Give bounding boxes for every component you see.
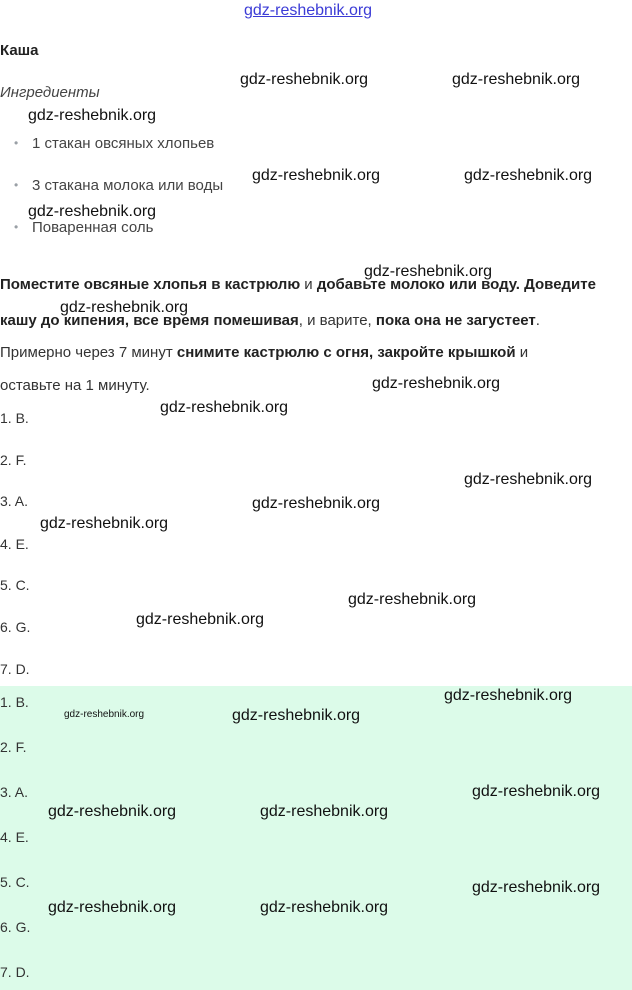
answer-item: 6. G. — [0, 619, 31, 635]
answer-item-highlighted: 4. E. — [0, 829, 29, 845]
answer-item-highlighted: 6. G. — [0, 919, 31, 935]
watermark: gdz-reshebnik.org — [160, 399, 289, 416]
watermark: gdz-reshebnik.org — [232, 707, 361, 724]
watermark: gdz-reshebnik.org — [472, 783, 601, 800]
instruction-bold: кашу до кипения, все время помешивая — [0, 312, 299, 329]
watermark: gdz-reshebnik.org — [48, 803, 177, 820]
watermark: gdz-reshebnik.org — [472, 879, 601, 896]
answer-highlight-block — [0, 686, 632, 990]
watermark: gdz-reshebnik.org — [136, 611, 265, 628]
instruction-line-3 — [0, 344, 528, 361]
answer-item-highlighted: 1. B. — [0, 694, 29, 710]
answer-item: 1. B. — [0, 410, 29, 426]
answer-item: 3. A. — [0, 493, 29, 509]
watermark: gdz-reshebnik.org — [40, 515, 169, 532]
instruction-text: . — [535, 312, 540, 329]
ingredient-text: 1 стакан овсяных хлопьев — [32, 135, 215, 152]
recipe-title: Каша — [0, 42, 39, 59]
answer-item-highlighted: 7. D. — [0, 964, 30, 980]
instruction-text: оставьте на 1 минуту. — [0, 377, 150, 394]
list-item — [14, 219, 153, 236]
watermark: gdz-reshebnik.org — [372, 375, 501, 392]
answer-item: 4. E. — [0, 536, 29, 552]
ingredients-heading: Ингредиенты — [0, 84, 100, 101]
site-header-link[interactable]: gdz-reshebnik.org — [244, 2, 373, 19]
instruction-bold: снимите кастрюлю с огня, закройте крышкой — [176, 344, 516, 361]
watermark: gdz-reshebnik.org — [260, 899, 389, 916]
watermark: gdz-reshebnik.org — [252, 495, 381, 512]
watermark: gdz-reshebnik.org — [452, 71, 581, 88]
watermark: gdz-reshebnik.org — [252, 167, 381, 184]
ingredient-text: 3 стакана молока или воды — [32, 177, 224, 194]
instruction-text: и — [515, 344, 529, 361]
instruction-text: Примерно через 7 минут — [0, 344, 177, 361]
ingredient-text: Поваренная соль — [32, 219, 154, 236]
answer-item: 5. C. — [0, 577, 30, 593]
instruction-bold: пока она не загустеет — [375, 312, 536, 329]
watermark: gdz-reshebnik.org — [48, 899, 177, 916]
watermark: gdz-reshebnik.org — [240, 71, 369, 88]
watermark: gdz-reshebnik.org — [260, 803, 389, 820]
instruction-line-4 — [0, 377, 150, 394]
watermark: gdz-reshebnik.org — [60, 299, 189, 316]
watermark: gdz-reshebnik.org — [444, 687, 573, 704]
instruction-text: и — [300, 276, 317, 293]
watermark: gdz-reshebnik.org — [64, 709, 145, 720]
instruction-text: , и варите, — [298, 312, 376, 329]
instruction-bold: добавьте молоко или воду. Доведите — [316, 276, 596, 293]
watermark: gdz-reshebnik.org — [364, 263, 493, 280]
answer-item: 7. D. — [0, 661, 30, 677]
answer-item: 2. F. — [0, 452, 27, 468]
answer-item-highlighted: 3. A. — [0, 784, 29, 800]
watermark: gdz-reshebnik.org — [464, 167, 593, 184]
answer-item-highlighted: 5. C. — [0, 874, 30, 890]
list-item — [14, 177, 223, 194]
instruction-bold: Поместите овсяные хлопья в кастрюлю — [0, 276, 301, 293]
watermark: gdz-reshebnik.org — [464, 471, 593, 488]
watermark: gdz-reshebnik.org — [28, 203, 157, 220]
watermark: gdz-reshebnik.org — [348, 591, 477, 608]
watermark: gdz-reshebnik.org — [28, 107, 157, 124]
answer-item-highlighted: 2. F. — [0, 739, 27, 755]
list-item — [14, 135, 214, 152]
instruction-line-1 — [0, 276, 596, 293]
